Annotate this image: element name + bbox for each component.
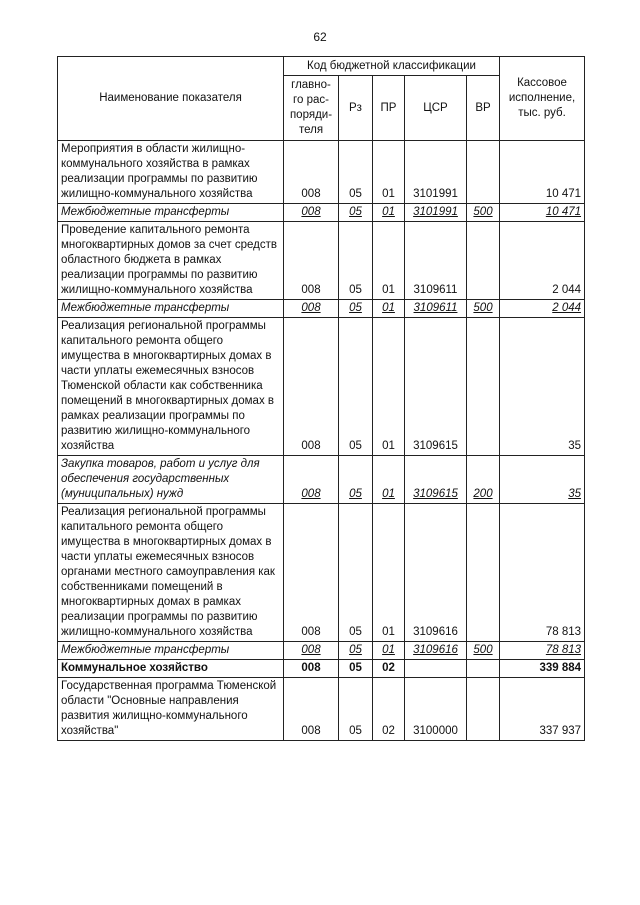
- table-body: [58, 141, 585, 741]
- header-name: Наименование показателя: [58, 57, 284, 141]
- cell-grbs: 008: [284, 222, 339, 300]
- cell-vr: [467, 141, 500, 204]
- cell-amount: 78 813: [500, 504, 585, 642]
- cell-grbs: 008: [284, 141, 339, 204]
- cell-amount: 10 471: [500, 141, 585, 204]
- cell-name: Межбюджетные трансферты: [58, 642, 284, 660]
- cell-name: Межбюджетные трансферты: [58, 204, 284, 222]
- header-csr: ЦСР: [405, 76, 467, 141]
- budget-table: [57, 56, 585, 741]
- cell-rz: 05: [339, 642, 373, 660]
- cell-amount: 35: [500, 318, 585, 456]
- cell-csr: 3109615: [405, 318, 467, 456]
- cell-csr: 3109615: [405, 456, 467, 504]
- cell-csr: 3101991: [405, 204, 467, 222]
- cell-amount: 35: [500, 456, 585, 504]
- cell-grbs: 008: [284, 300, 339, 318]
- header-main-manager: главно-го рас-поряди-теля: [284, 76, 339, 141]
- cell-amount: 78 813: [500, 642, 585, 660]
- table-row: [58, 642, 585, 660]
- cell-csr: [405, 660, 467, 678]
- cell-rz: 05: [339, 456, 373, 504]
- header-amount: Кассовое исполнение, тыс. руб.: [500, 57, 585, 141]
- page-number: 62: [313, 30, 327, 44]
- header-rz: Рз: [339, 76, 373, 141]
- cell-rz: 05: [339, 660, 373, 678]
- cell-grbs: 008: [284, 318, 339, 456]
- cell-vr: [467, 678, 500, 741]
- cell-rz: 05: [339, 318, 373, 456]
- cell-rz: 05: [339, 141, 373, 204]
- cell-csr: 3109616: [405, 504, 467, 642]
- table-row: [58, 141, 585, 204]
- table-row: [58, 300, 585, 318]
- table-row: [58, 318, 585, 456]
- table-row: [58, 504, 585, 642]
- cell-grbs: 008: [284, 660, 339, 678]
- cell-csr: 3101991: [405, 141, 467, 204]
- cell-pr: 02: [373, 660, 405, 678]
- cell-name: Межбюджетные трансферты: [58, 300, 284, 318]
- cell-vr: [467, 222, 500, 300]
- cell-pr: 01: [373, 141, 405, 204]
- cell-vr: 500: [467, 300, 500, 318]
- cell-rz: 05: [339, 504, 373, 642]
- cell-rz: 05: [339, 204, 373, 222]
- cell-rz: 05: [339, 300, 373, 318]
- cell-name: Реализация региональной программы капитального ремонта общего имущества в многоквартирных домах в части уплаты ежемесячных взносов Тюменской области как собственника помещений в многоквартирных домах в рамках реализации программы по развитию жилищно-коммунального хозяйства: [58, 318, 284, 456]
- cell-pr: 01: [373, 504, 405, 642]
- header-classification-group: Код бюджетной классификации: [284, 57, 500, 76]
- cell-name: Реализация региональной программы капитального ремонта общего имущества в многоквартирных домах в части уплаты ежемесячных взносов органами местного самоуправления как собственниками помещений в многоквартирных домах в рамках реализации программы по развитию жилищно-коммунального хозяйства: [58, 504, 284, 642]
- cell-name: Закупка товаров, работ и услуг для обеспечения государственных (муниципальных) нужд: [58, 456, 284, 504]
- cell-grbs: 008: [284, 204, 339, 222]
- cell-vr: 500: [467, 204, 500, 222]
- table-row: [58, 204, 585, 222]
- cell-amount: 2 044: [500, 300, 585, 318]
- table-row: [58, 456, 585, 504]
- cell-amount: 10 471: [500, 204, 585, 222]
- cell-csr: 3109611: [405, 300, 467, 318]
- cell-pr: 01: [373, 300, 405, 318]
- table-row: [58, 678, 585, 741]
- cell-vr: [467, 660, 500, 678]
- cell-pr: 01: [373, 456, 405, 504]
- cell-name: Проведение капитального ремонта многоквартирных домов за счет средств областного бюджета в рамках реализации программы по развитию жилищно-коммунального хозяйства: [58, 222, 284, 300]
- cell-grbs: 008: [284, 642, 339, 660]
- cell-csr: 3109616: [405, 642, 467, 660]
- cell-grbs: 008: [284, 504, 339, 642]
- cell-pr: 01: [373, 222, 405, 300]
- cell-amount: 337 937: [500, 678, 585, 741]
- cell-pr: 01: [373, 204, 405, 222]
- cell-vr: [467, 504, 500, 642]
- cell-rz: 05: [339, 678, 373, 741]
- table-row: [58, 222, 585, 300]
- cell-grbs: 008: [284, 678, 339, 741]
- cell-csr: 3100000: [405, 678, 467, 741]
- cell-amount: 339 884: [500, 660, 585, 678]
- cell-name: Государственная программа Тюменской области "Основные направления развития жилищно-коммунального хозяйства": [58, 678, 284, 741]
- cell-csr: 3109611: [405, 222, 467, 300]
- cell-rz: 05: [339, 222, 373, 300]
- cell-vr: 200: [467, 456, 500, 504]
- cell-vr: [467, 318, 500, 456]
- header-vr: ВР: [467, 76, 500, 141]
- cell-pr: 02: [373, 678, 405, 741]
- cell-amount: 2 044: [500, 222, 585, 300]
- cell-grbs: 008: [284, 456, 339, 504]
- cell-name: Мероприятия в области жилищно-коммунального хозяйства в рамках реализации программы по развитию жилищно-коммунального хозяйства: [58, 141, 284, 204]
- cell-name: Коммунальное хозяйство: [58, 660, 284, 678]
- header-pr: ПР: [373, 76, 405, 141]
- cell-pr: 01: [373, 642, 405, 660]
- table-row: [58, 660, 585, 678]
- cell-pr: 01: [373, 318, 405, 456]
- cell-vr: 500: [467, 642, 500, 660]
